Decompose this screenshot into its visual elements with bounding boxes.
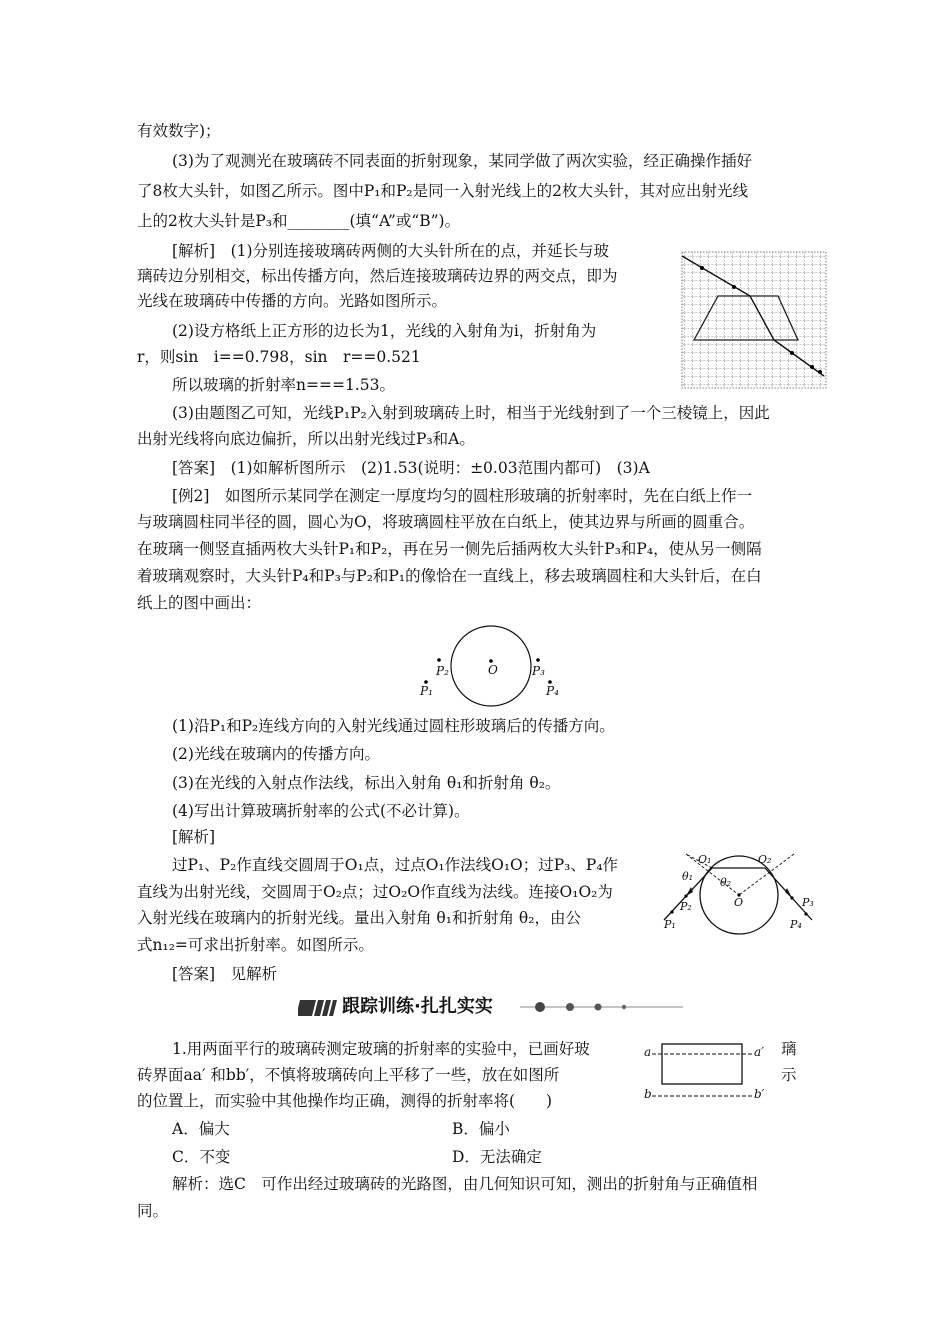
refraction-diagram — [658, 850, 828, 936]
text-fragment-2: 示 — [781, 1066, 797, 1084]
text-line-30: 砖界面aa′ 和bb′，不慎将玻璃砖向上平移了一些，放在如图所 — [137, 1066, 560, 1084]
text-line-8: (2)设方格纸上正方形的边长为1，光线的入射角为i，折射角为 — [172, 322, 597, 340]
text-line-2: (3)为了观测光在玻璃砖不同表面的折射现象，某同学做了两次实验，经正确操作插好 — [172, 152, 752, 170]
option-b: B．偏小 — [452, 1120, 510, 1138]
label-p3: P₃ — [532, 664, 545, 678]
text-line-12: 出射光线将向底边偏折，所以出射光线过P₃和A。 — [137, 430, 475, 448]
option-c: C．不变 — [172, 1148, 231, 1166]
label-p1: P₁ — [420, 684, 433, 698]
text-line-14: [例2] 如图所示某同学在测定一厚度均匀的圆柱形玻璃的折射率时，先在白纸上作一 — [172, 487, 752, 505]
label-theta2: θ₂ — [720, 876, 732, 889]
text-line-27: 式n₁₂=可求出折射率。如图所示。 — [137, 936, 374, 954]
text-line-18: 纸上的图中画出： — [137, 594, 262, 612]
circle-figure — [410, 620, 570, 708]
label-theta1: θ₁ — [682, 870, 694, 883]
text-line-19: (1)沿P₁和P₂连线方向的入射光线通过圆柱形玻璃后的传播方向。 — [172, 717, 615, 735]
text-line-22: (4)写出计算玻璃折射率的公式(不必计算)。 — [172, 802, 470, 820]
text-line-24: 过P₁、P₂作直线交圆周于O₁点，过点O₁作法线O₁O；过P₃、P₄作 — [172, 856, 619, 874]
text-line-17: 着玻璃观察时，大头针P₄和P₃与P₂和P₁的像恰在一直线上，移去玻璃圆柱和大头针后，在白 — [137, 567, 762, 585]
section-banner — [298, 994, 688, 1020]
text-line-16: 在玻璃一侧竖直插两枚大头针P₁和P₂，再在另一侧先后插两枚大头针P₃和P₄，使从另一侧隔 — [137, 540, 762, 558]
text-line-7: 光线在玻璃砖中传播的方向。光路如图所示。 — [137, 292, 448, 310]
label-p2: P₂ — [436, 664, 449, 678]
text-line-37: 同。 — [137, 1202, 169, 1220]
grid-diagram — [676, 248, 828, 390]
text-line-29: 1.用两面平行的玻璃砖测定玻璃的折射率的实验中，已画好玻 — [172, 1040, 590, 1058]
label-p1: P₁ — [664, 918, 676, 931]
text-line-26: 入射光线在玻璃内的折射光线。量出入射角 θ₁和折射角 θ₂，由公 — [137, 909, 581, 927]
text-line-3: 了8枚大头针，如图乙所示。图中P₁和P₂是同一入射光线上的2枚大头针，其对应出射光线 — [137, 182, 749, 200]
option-a: A．偏大 — [172, 1120, 230, 1138]
label-o2: O₂ — [758, 853, 772, 866]
text-line-6: 璃砖边分别相交，标出传播方向，然后连接玻璃砖边界的两交点，即为 — [137, 267, 618, 285]
text-line-25: 直线为出射光线，交圆周于O₂点；过O₂O作直线为法线。连接O₁O₂为 — [137, 883, 613, 901]
text-line-36: 解析：选C 可作出经过玻璃砖的光路图，由几何知识可知，测出的折射角与正确值相 — [172, 1175, 758, 1193]
label-o1: O₁ — [698, 853, 712, 866]
label-b-prime: b′ — [754, 1087, 765, 1101]
text-line-10: 所以玻璃的折射率n===1.53。 — [172, 376, 395, 394]
option-d: D．无法确定 — [452, 1148, 542, 1166]
text-line-15: 与玻璃圆柱同半径的圆，圆心为O，将玻璃圆柱平放在白纸上，使其边界与所画的圆重合。 — [137, 513, 755, 531]
label-p3: P₃ — [802, 896, 814, 909]
text-line-11: (3)由题图乙可知，光线P₁P₂入射到玻璃砖上时，相当于光线射到了一个三棱镜上，因此 — [172, 404, 770, 422]
label-o: O — [734, 896, 744, 909]
label-o: O — [488, 663, 498, 677]
label-p2: P₂ — [680, 900, 692, 913]
refraction-figure — [658, 850, 828, 936]
grid-light-path-figure — [676, 248, 828, 390]
label-a: a — [644, 1045, 652, 1059]
text-line-5: [解析] (1)分别连接玻璃砖两侧的大头针所在的点，并延长与玻 — [172, 242, 610, 260]
text-fragment-1: 璃 — [781, 1040, 797, 1058]
text-line-9: r，则sin i==0.798，sin r==0.521 — [137, 348, 421, 366]
label-p4: P₄ — [790, 918, 802, 931]
label-p4: P₄ — [546, 684, 559, 698]
text-line-1: 有效数字)； — [137, 122, 221, 140]
text-line-4: 上的2枚大头针是P₃和________(填“A”或“B”)。 — [137, 212, 461, 230]
text-line-21: (3)在光线的入射点作法线，标出入射角 θ₁和折射角 θ₂。 — [172, 774, 561, 792]
text-line-28: [答案] 见解析 — [172, 965, 278, 983]
text-line-20: (2)光线在玻璃内的传播方向。 — [172, 745, 380, 763]
text-line-23: [解析] — [172, 828, 216, 846]
banner-title: 跟踪训练·扎扎实实 — [342, 996, 493, 1017]
label-b: b — [644, 1087, 652, 1101]
text-line-13: [答案] (1)如解析图所示 (2)1.53(说明：±0.03范围内都可) (3)A — [172, 459, 650, 477]
text-line-31: 的位置上，而实验中其他操作均正确，测得的折射率将( ) — [137, 1092, 553, 1110]
label-a-prime: a′ — [754, 1045, 764, 1059]
glass-brick-figure — [642, 1040, 774, 1108]
